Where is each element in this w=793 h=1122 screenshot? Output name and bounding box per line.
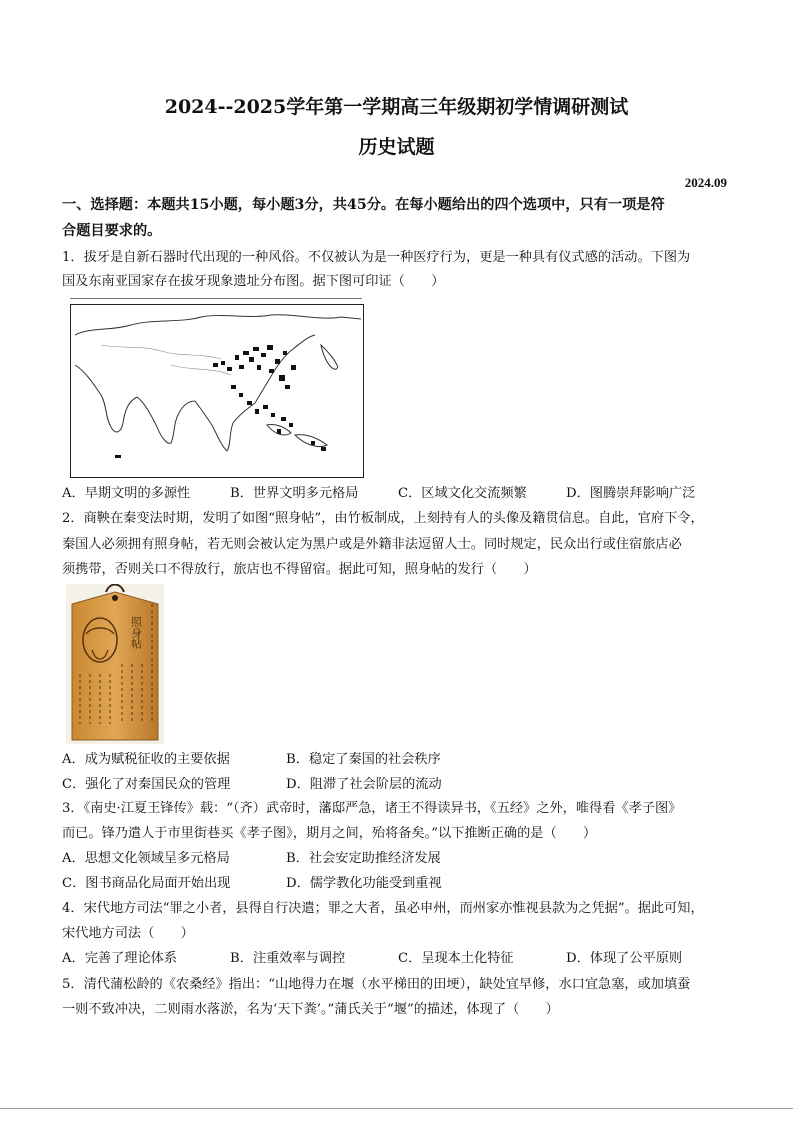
q2-option-d[interactable]: D．阻滞了社会阶层的流动 [286, 777, 442, 792]
q3-option-d[interactable]: D．儒学教化功能受到重视 [286, 876, 442, 891]
q1-text-line2: 国及东南亚国家存在拔牙现象遗址分布图。据下图可印证（ ） [62, 274, 445, 289]
q2-options-row2 [62, 773, 734, 797]
site-marker [283, 351, 287, 355]
q2-text-line2: 秦国人必须拥有照身帖，若无则会被认定为黑户或是外籍非法逗留人士。同时规定，民众出行或住宿旅店必 [62, 537, 682, 552]
exam-title: 2024--2025学年第一学期高三年级期初学情调研测试 [164, 96, 629, 118]
site-marker [239, 393, 243, 397]
map-top-rule [70, 298, 362, 299]
site-marker [269, 369, 274, 373]
site-marker [235, 355, 239, 360]
site-marker [321, 447, 326, 451]
site-marker [271, 413, 275, 417]
q1-option-b[interactable]: B．世界文明多元格局 [230, 486, 359, 501]
site-marker [291, 365, 296, 370]
id-tablet-svg [66, 584, 164, 744]
q2-options-row1 [62, 748, 734, 772]
site-marker [281, 417, 286, 421]
q2-option-a[interactable]: A．成为赋税征收的主要依据 [62, 752, 230, 767]
site-marker [115, 455, 121, 458]
q5-text-line2: 一则不致冲决，二则雨水落淤，名为‘天下粪’。”蒲氏关于“堰”的描述，体现了（ ） [62, 1002, 559, 1017]
china-coastline [255, 335, 315, 403]
q4-option-b[interactable]: B．注重效率与调控 [230, 951, 346, 966]
exam-subtitle: 历史试题 [358, 136, 435, 158]
q1-text-line1: 1．拔牙是自新石器时代出现的一种风俗。不仅被认为是一种医疗行为，更是一种具有仪式感的活动。下图为 [62, 250, 691, 265]
map-svg [71, 305, 363, 477]
q4-option-a[interactable]: A．完善了理论体系 [62, 951, 178, 966]
site-marker [247, 401, 252, 405]
page-bottom-rule [0, 1108, 793, 1109]
site-marker [221, 361, 225, 365]
site-marker [253, 347, 259, 351]
japan-outline [321, 345, 338, 369]
site-marker [267, 345, 273, 350]
northern-coastline [75, 315, 361, 335]
id-tablet-photo [66, 584, 164, 744]
site-marker [249, 357, 254, 362]
site-marker [285, 385, 290, 389]
arabia-coastline [75, 365, 137, 432]
q1-option-a[interactable]: A．早期文明的多源性 [62, 486, 191, 501]
card-title: 照身帖 [129, 616, 143, 649]
site-marker [311, 441, 315, 445]
q3-text-line2: 而已。锋乃遣人于市里街巷买《孝子图》，期月之间，殆将备矣。”以下推断正确的是（ ） [62, 826, 597, 841]
tablet-cord [106, 585, 124, 593]
site-marker [279, 375, 285, 381]
border-line [171, 365, 231, 375]
border-line [101, 345, 221, 359]
q4-text-line1: 4．宋代地方司法“罪之小者，县得自行决遣；罪之大者，虽必申州，而州家亦惟视县款为之凭据”。据此可知， [62, 901, 704, 916]
q4-option-c[interactable]: C．呈现本土化特征 [398, 951, 514, 966]
indochina-coastline [195, 401, 255, 451]
q2-option-b[interactable]: B．稳定了秦国的社会秩序 [286, 752, 441, 767]
site-marker [227, 367, 232, 371]
section-heading-line2: 合题目要求的。 [62, 223, 162, 239]
site-marker [261, 353, 266, 357]
q2-text-line3: 须携带，否则关口不得放行，旅店也不得留宿。据此可知，照身帖的发行（ ） [62, 562, 537, 577]
india-coastline [137, 397, 195, 443]
section-heading-line1: 一、选择题：本题共15小题，每小题3分，共45分。在每小题给出的四个选项中，只有一项是符 [62, 197, 665, 213]
tablet-hole [112, 595, 118, 601]
q5-text-line1: 5．清代蒲松龄的《农桑经》指出：“山地得力在堰（水平梯田的田埂），缺处宜早修，水口宜急塞，或加填蚕 [62, 977, 691, 992]
site-marker [255, 409, 259, 414]
site-marker [243, 351, 249, 355]
q4-text-line2: 宋代地方司法（ ） [62, 926, 194, 941]
q3-option-a[interactable]: A．思想文化领域呈多元格局 [62, 851, 230, 866]
q2-option-c[interactable]: C．强化了对秦国民众的管理 [62, 777, 231, 792]
q3-option-c[interactable]: C．图书商品化局面开始出现 [62, 876, 231, 891]
q1-option-c[interactable]: C．区域文化交流频繁 [398, 486, 527, 501]
exam-date: 2024.09 [684, 175, 727, 190]
site-marker [231, 385, 236, 389]
site-marker [277, 429, 281, 434]
q1-options [62, 482, 734, 506]
distribution-map-figure [70, 304, 364, 478]
q1-option-d[interactable]: D．图腾崇拜影响广泛 [566, 486, 696, 501]
q3-text-line1: 3．《南史·江夏王锋传》载：“（齐）武帝时，藩邸严急，诸王不得读异书，《五经》之外，唯得看《孝子图》 [62, 801, 682, 816]
q2-text-line1: 2．商鞅在秦变法时期，发明了如图“照身帖”，由竹板制成，上刻持有人的头像及籍贯信息。自此，官府下令， [62, 511, 704, 526]
q4-option-d[interactable]: D．体现了公平原则 [566, 951, 683, 966]
site-marker [289, 423, 293, 427]
q4-options [62, 947, 734, 971]
islands-outline [267, 424, 327, 446]
q3-options-row2 [62, 872, 734, 896]
tablet-body [72, 592, 158, 740]
site-marker [257, 365, 261, 370]
q3-option-b[interactable]: B．社会安定助推经济发展 [286, 851, 441, 866]
site-marker [213, 363, 218, 367]
site-marker [239, 365, 244, 369]
site-marker [275, 359, 280, 364]
site-marker [263, 405, 268, 409]
q3-options-row1 [62, 847, 734, 871]
